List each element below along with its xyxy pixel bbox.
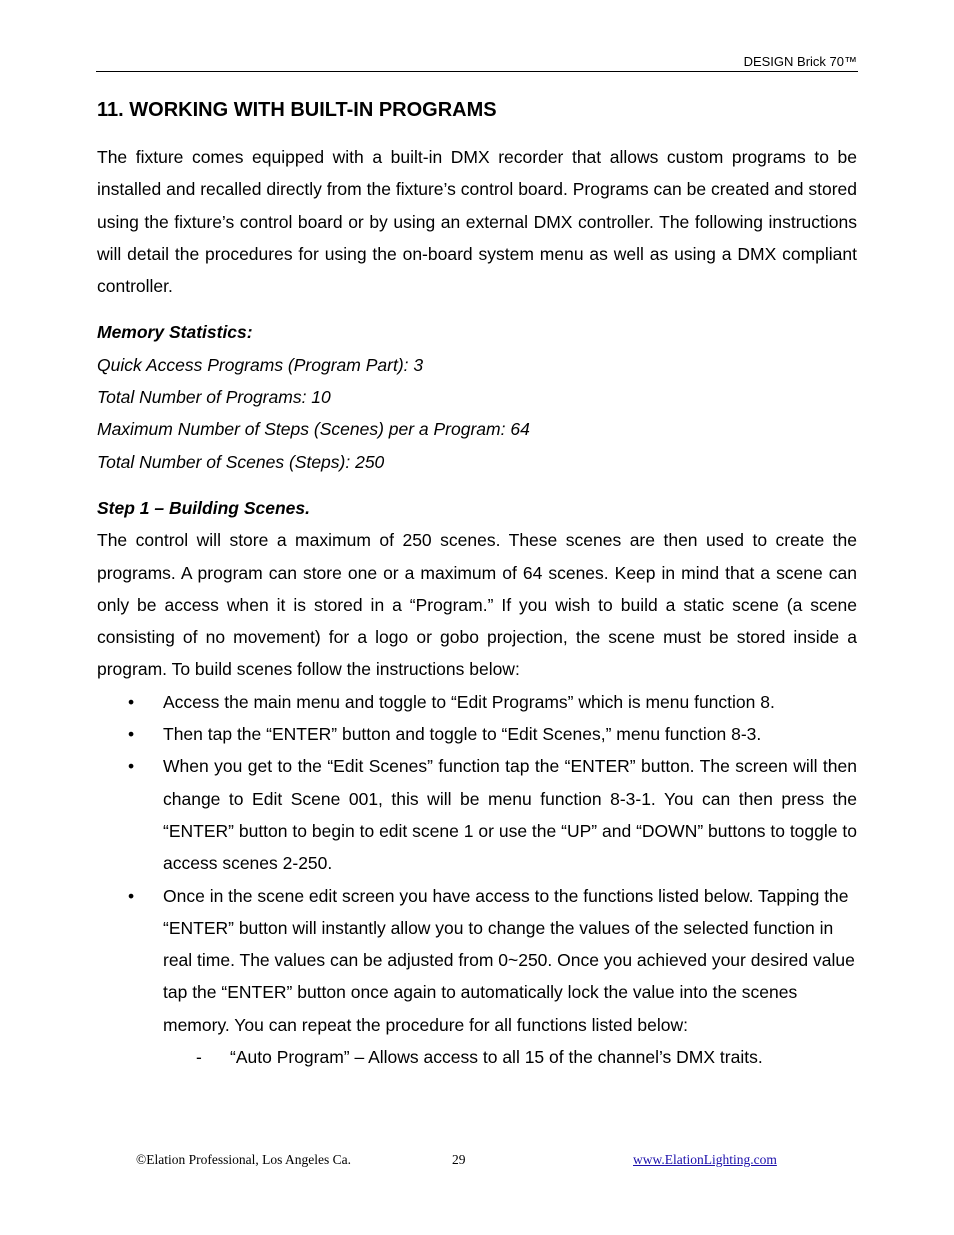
- bullet-marker: •: [128, 756, 135, 777]
- bullet-marker: •: [128, 885, 135, 906]
- intro-paragraph: The fixture comes equipped with a built-in DMX recorder that allows custom programs to be installed and recalled directly from the fixture’s control board. Programs can be created and stored using the fixture’s control board or by using an external DMX controller. The following instructions will detail the procedures for using the on-board system menu as well as using a DMX compliant controller.: [97, 147, 857, 297]
- footer-page-number: 29: [452, 1152, 466, 1167]
- sub-list-item: [97, 1041, 857, 1073]
- list-item-text: Once in the scene edit screen you have access to the functions listed below. Tapping the “ENTER” button will instantly allow you to change the values of the selected function in real time. The values can be adjusted from 0~250. Once you achieved your desired value tap the “ENTER” button once again to automatically lock the value into the scenes memory. You can repeat the procedure for all functions listed below:: [163, 885, 855, 1035]
- step1-heading: Step 1 – Building Scenes.: [97, 497, 310, 518]
- memory-line: Total Number of Scenes (Steps): 250: [97, 451, 385, 472]
- list-item-text: Then tap the “ENTER” button and toggle to “Edit Scenes,” menu function 8-3.: [163, 724, 762, 745]
- bullet-marker: •: [128, 724, 135, 745]
- list-item: [97, 718, 857, 750]
- page-content: [97, 96, 857, 1073]
- step1-bullet-list: [97, 686, 857, 1041]
- step1-paragraph: The control will store a maximum of 250 scenes. These scenes are then used to create the programs. A program can store one or a maximum of 64 scenes. Keep in mind that a scene can only be access when it is stored in a “Program.” If you wish to build a static scene (a scene consisting of no movement) for a logo or gobo projection, the scene must be stored inside a program. To build scenes follow the instructions below:: [97, 530, 857, 680]
- list-item: [97, 686, 857, 718]
- memory-line: Quick Access Programs (Program Part): 3: [97, 354, 424, 375]
- step1-section: [97, 492, 857, 1073]
- memory-statistics: [97, 316, 857, 477]
- footer-copyright: ©Elation Professional, Los Angeles Ca.: [136, 1152, 351, 1167]
- memory-heading: Memory Statistics:: [97, 322, 253, 343]
- list-item-text: When you get to the “Edit Scenes” function tap the “ENTER” button. The screen will then change to Edit Scene 001, this will be menu function 8-3-1. You can then press the “ENTER” button to begin to edit scene 1 or use the “UP” and “DOWN” buttons to toggle to access scenes 2-250.: [163, 756, 857, 874]
- list-item-text: Access the main menu and toggle to “Edit Programs” which is menu function 8.: [163, 691, 775, 712]
- list-item: [97, 750, 857, 879]
- header-title: DESIGN Brick 70™: [743, 54, 857, 69]
- list-item: [97, 880, 857, 1041]
- header-divider: [96, 71, 858, 72]
- memory-line: Total Number of Programs: 10: [97, 387, 331, 408]
- memory-line: Maximum Number of Steps (Scenes) per a Program: 64: [97, 419, 530, 440]
- sub-list-item-text: “Auto Program” – Allows access to all 15 of the channel’s DMX traits.: [230, 1047, 763, 1068]
- footer-website-link[interactable]: www.ElationLighting.com: [633, 1152, 777, 1167]
- dash-marker: -: [196, 1047, 202, 1068]
- section-heading: 11. WORKING WITH BUILT-IN PROGRAMS: [97, 99, 497, 121]
- spacer: [97, 302, 857, 316]
- spacer: [97, 478, 857, 492]
- bullet-marker: •: [128, 691, 135, 712]
